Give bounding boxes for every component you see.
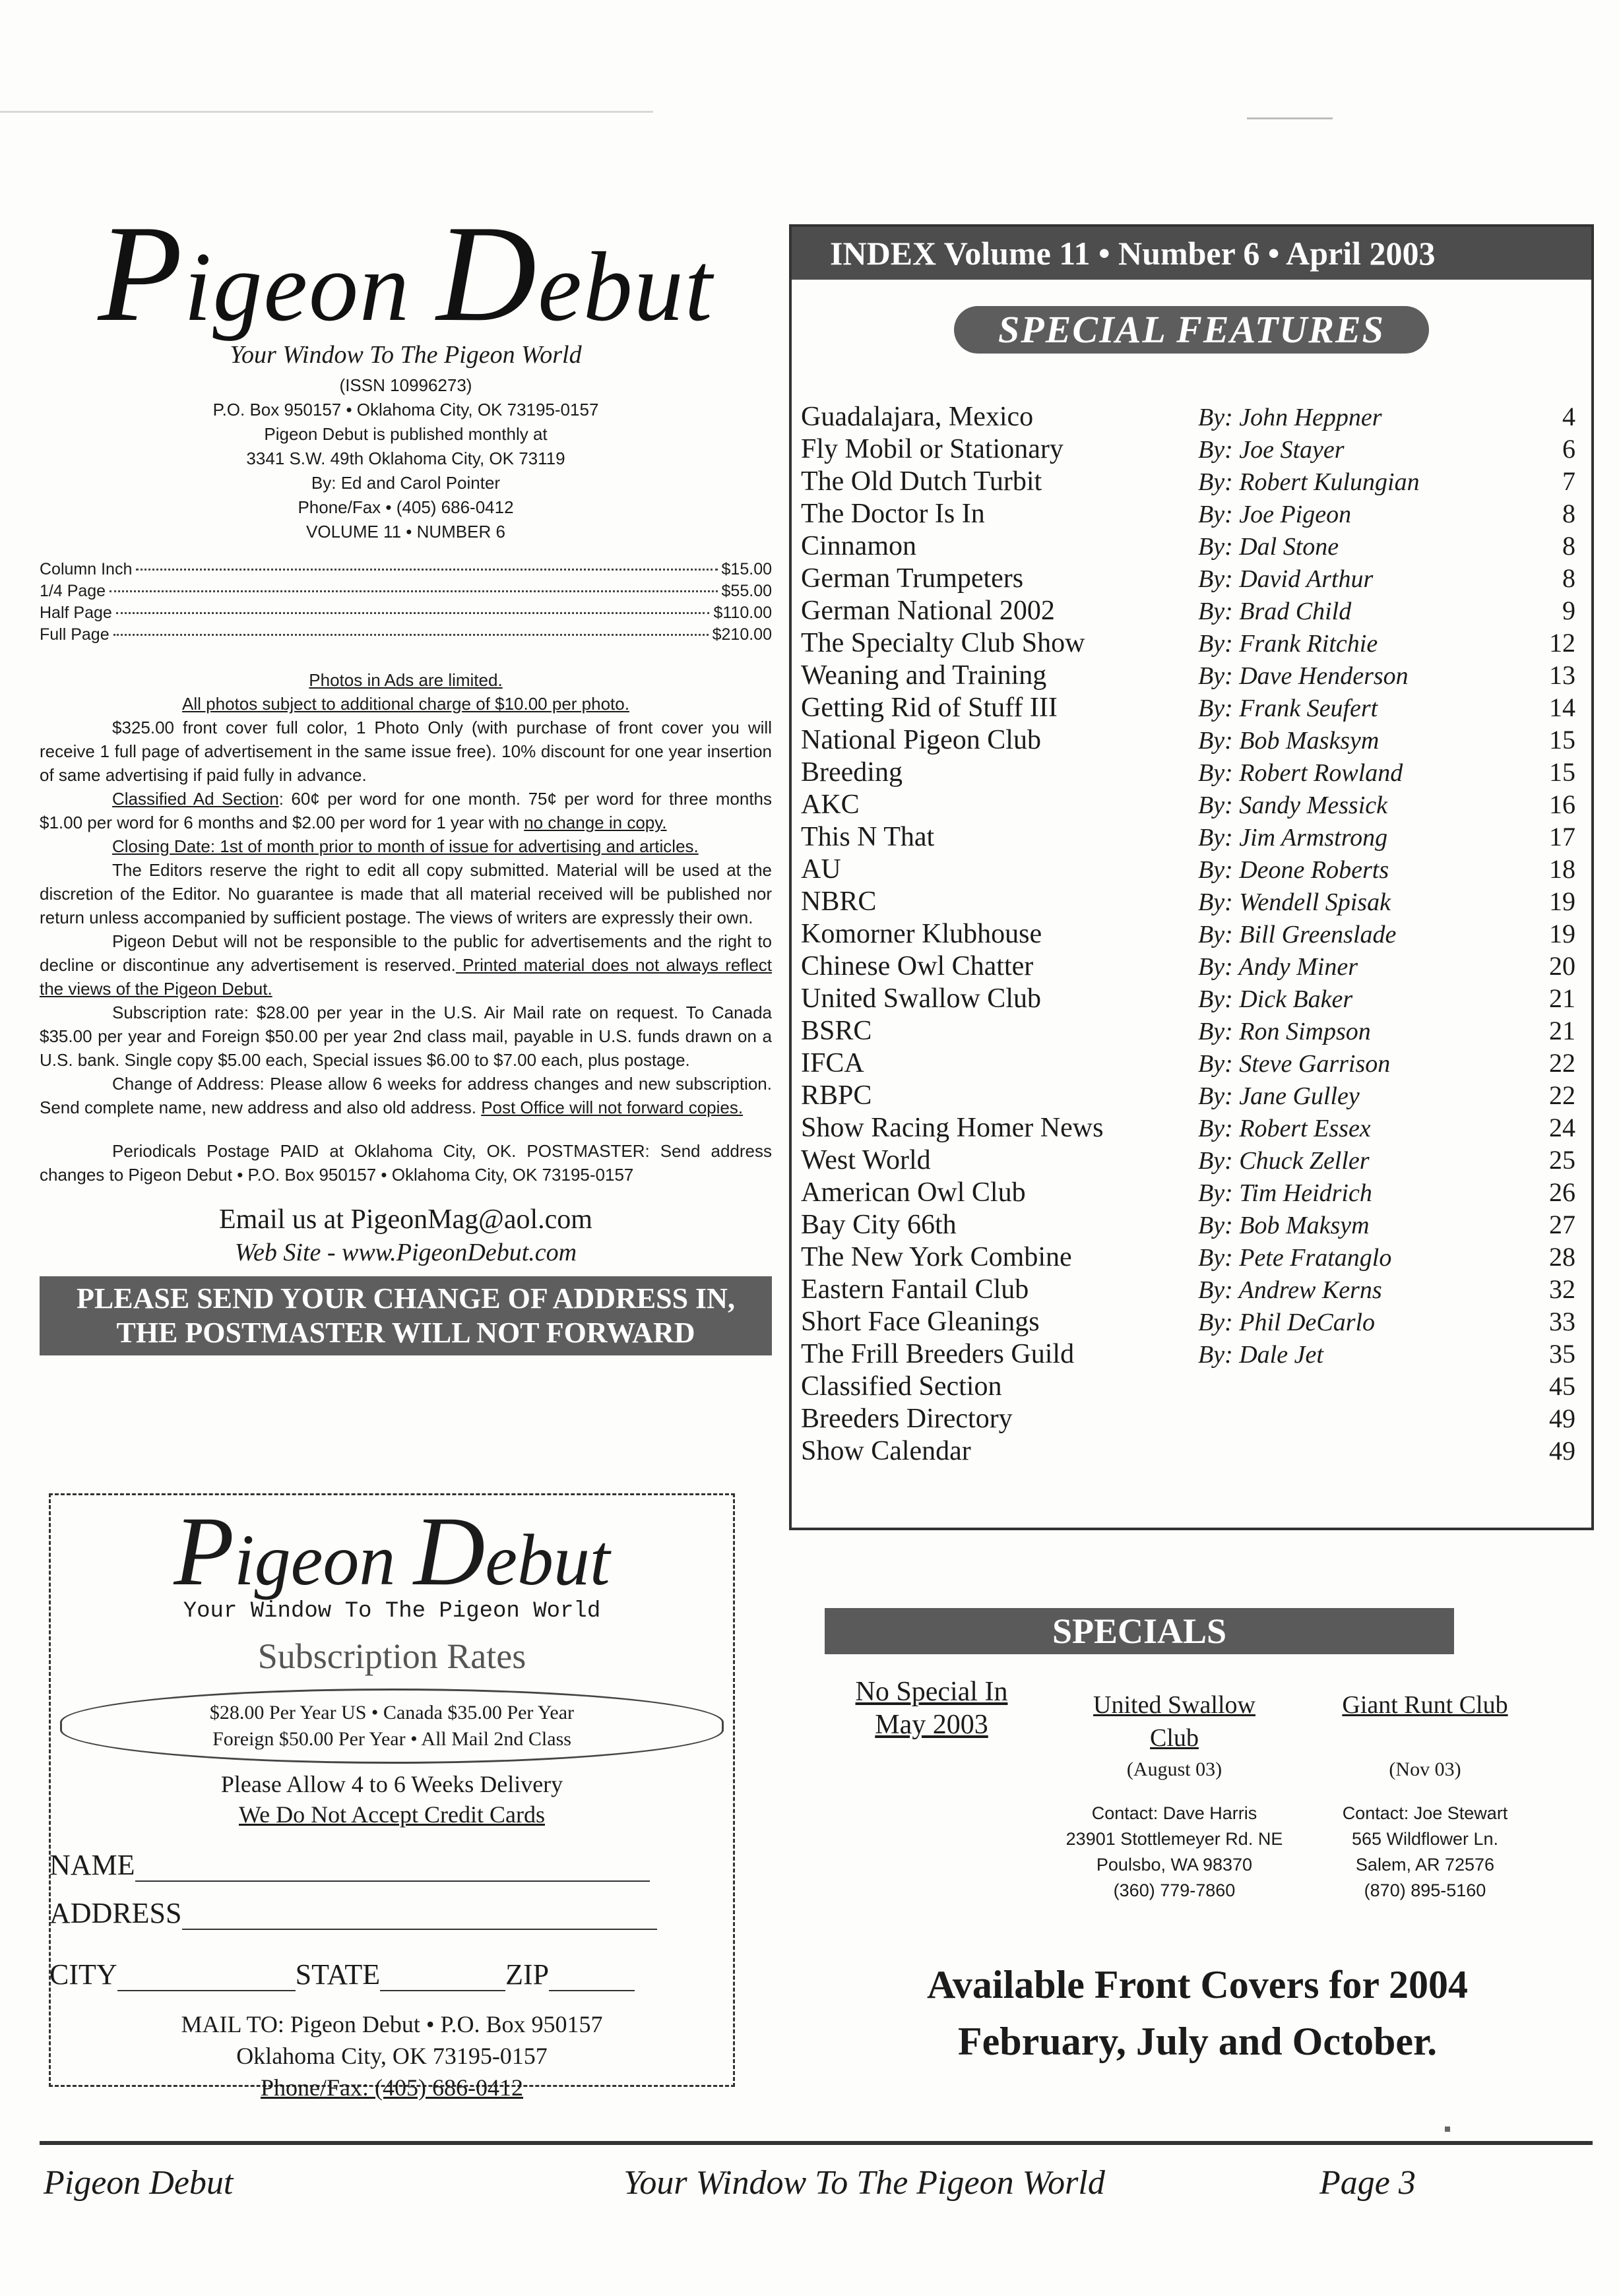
toc-page-number: 27 [1549,1210,1575,1239]
toc-title: This N That [801,822,935,852]
toc-title: German National 2002 [801,596,1055,626]
toc-page-number: 22 [1549,1080,1575,1110]
club-name [1300,1722,1550,1754]
toc-page-number: 8 [1562,499,1575,528]
toc-title: The Specialty Club Show [801,628,1085,658]
toc-page-number: 26 [1549,1177,1575,1207]
ad-rates-list [40,559,772,646]
info-line: P.O. Box 950157 • Oklahoma City, OK 73195-0157 [212,400,599,419]
classified-tail: no change in copy. [524,813,667,832]
special-club-card [1300,1689,1550,1904]
toc-title: Short Face Gleanings [801,1307,1040,1337]
toc-row [801,724,1591,757]
delivery-note: Please Allow 4 to 6 Weeks Delivery [220,1771,563,1797]
toc-author: By: Dale Jet [1198,1341,1323,1369]
rate-price: $55.00 [721,582,772,600]
toc-row [801,1338,1591,1371]
toc-page-number: 18 [1549,854,1575,884]
info-line: 3341 S.W. 49th Oklahoma City, OK 73119 [246,449,565,468]
info-line: By: Ed and Carol Pointer [311,473,501,493]
coupon-logo [51,1497,733,1606]
toc-page-number: 45 [1549,1371,1575,1401]
state-field[interactable] [380,1968,505,1991]
coupon-rate-line: $28.00 Per Year US • Canada $35.00 Per Year [209,1702,575,1723]
footer-page-number: Page 3 [1319,2164,1416,2202]
toc-row [801,433,1591,466]
toc-title: The Frill Breeders Guild [801,1339,1075,1369]
logo-word-ebut: ebut [538,232,714,342]
toc-row [801,918,1591,950]
editors-paragraph: The Editors reserve the right to edit all copy submitted. Material will be used at the discretion of the Editor. No guarantee is made that all material received will be published nor return unless accompanied by sufficient postage. The views of writers are expressly their own. [40,860,772,927]
toc-page-number: 24 [1549,1113,1575,1142]
contact-line: Contact: Dave Harris [1091,1803,1257,1823]
toc-author: By: Joe Pigeon [1198,501,1352,528]
toc-page-number: 49 [1549,1436,1575,1466]
footer-publication-name: Pigeon Debut [44,2164,234,2202]
toc-page-number: 12 [1549,628,1575,658]
no-special-line: May 2003 [875,1710,988,1740]
toc-row [801,1015,1591,1047]
toc-row [801,1144,1591,1177]
toc-author: By: Frank Ritchie [1198,630,1378,658]
specials-grid [825,1654,1570,1918]
toc-author: By: Wendell Spisak [1198,888,1391,916]
logo-letter-d: D [413,1497,486,1606]
credit-card-note: We Do Not Accept Credit Cards [239,1801,545,1828]
toc-row [801,563,1591,595]
ad-rate-row [40,580,772,602]
change-address-tail: Post Office will not forward copies. [481,1098,744,1117]
city-label: CITY [49,1958,117,1991]
rate-price: $210.00 [712,625,772,644]
zip-field[interactable] [549,1968,635,1991]
change-address-text: Change of Address: Please allow 6 weeks for address changes and new subscription. Send complete name, new address and also old address. [40,1074,772,1117]
city-state-zip-row [49,1958,733,1991]
toc-page-number: 15 [1549,725,1575,755]
ad-rate-row [40,624,772,646]
photos-limited-note: Photos in Ads are limited. [309,670,503,690]
subscription-coupon [49,1493,735,2101]
toc-page-number: 21 [1549,983,1575,1013]
toc-author: By: John Heppner [1198,404,1382,431]
change-address-paragraph [40,1072,772,1119]
periodicals-paragraph: Periodicals Postage PAID at Oklahoma City, OK. POSTMASTER: Send address changes to Pigeon Debut • P.O. Box 950157 • Oklahoma City, OK 73195-0157 [40,1141,772,1185]
contact-line: (360) 779-7860 [1113,1880,1236,1900]
mail-to-block [51,2008,733,2103]
toc-page-number: 8 [1562,563,1575,593]
toc-page-number: 6 [1562,434,1575,464]
masthead-logo [40,197,772,350]
club-name: Giant Runt Club [1342,1691,1508,1719]
logo-letter-p: P [174,1497,235,1606]
toc-title: The New York Combine [801,1242,1072,1272]
toc-row [801,757,1591,789]
toc-author: By: Frank Seufert [1198,695,1378,722]
toc-author: By: Brad Child [1198,598,1352,625]
scan-artifact-line [0,111,653,113]
toc-title: BSRC [801,1016,872,1046]
toc-author: By: Bill Greenslade [1198,921,1397,948]
ad-rate-row [40,559,772,580]
toc-row [801,1403,1591,1435]
ad-rate-row [40,602,772,624]
mail-line: Phone/Fax: (405) 686-0412 [261,2074,523,2101]
toc-title: The Doctor Is In [801,499,985,529]
ad-policy-text [40,668,772,1187]
toc-title: Komorner Klubhouse [801,919,1042,949]
toc-row [801,1047,1591,1080]
leader-dots [116,612,710,614]
club-name: Club [1150,1724,1199,1752]
coupon-rates-oval [60,1689,724,1764]
toc-row [801,498,1591,530]
toc-row [801,1177,1591,1209]
toc-author: By: David Arthur [1198,565,1374,593]
toc-row [801,595,1591,627]
toc-author: By: Robert Rowland [1198,759,1403,787]
name-field-row [49,1848,733,1882]
toc-page-number: 9 [1562,596,1575,625]
rate-label: 1/4 Page [40,582,106,600]
toc-row [801,1241,1591,1274]
toc-row [801,853,1591,886]
toc-page-number: 13 [1549,660,1575,690]
toc-author: By: Dal Stone [1198,533,1339,561]
toc-row [801,950,1591,983]
toc-title: Weaning and Training [801,660,1047,691]
toc-page-number: 35 [1549,1339,1575,1369]
toc-title: National Pigeon Club [801,725,1041,755]
toc-row [801,627,1591,660]
photos-charge-note: All photos subject to additional charge of $10.00 per photo. [182,694,629,714]
info-line: (ISSN 10996273) [339,375,472,395]
club-contact [1056,1801,1293,1904]
toc-title: NBRC [801,886,877,917]
footer-tagline: Your Window To The Pigeon World [623,2164,1105,2202]
address-field[interactable] [182,1906,657,1930]
front-cover-paragraph: $325.00 front cover full color, 1 Photo Only (with purchase of front cover you will receive 1 full page of advertisement in the same issue free). 10% discount for one year insertion of same advertising if paid fully in advance. [40,718,772,785]
toc-page-number: 15 [1549,757,1575,787]
logo-word-igeon: igeon [234,1520,414,1600]
toc-row [801,1209,1591,1241]
toc-row [801,1306,1591,1338]
toc-title: Bay City 66th [801,1210,957,1240]
toc-title: Classified Section [801,1371,1002,1402]
info-line: Pigeon Debut is published monthly at [264,424,548,444]
logo-letter-p: P [98,197,184,350]
email-line: Email us at PigeonMag@aol.com [219,1204,592,1235]
toc-title: West World [801,1145,931,1175]
toc-author: By: Tim Heidrich [1198,1179,1372,1207]
toc-title: IFCA [801,1048,864,1078]
toc-title: AKC [801,790,860,820]
toc-author: By: Andy Miner [1198,953,1358,981]
toc-author: By: Dick Baker [1198,985,1353,1013]
toc-author: By: Sandy Messick [1198,791,1387,819]
mail-line: Oklahoma City, OK 73195-0157 [236,2043,548,2069]
toc-page-number: 33 [1549,1307,1575,1336]
info-line: Phone/Fax • (405) 686-0412 [298,497,514,517]
coupon-title: Subscription Rates [257,1636,526,1676]
toc-page-number: 20 [1549,951,1575,981]
specials-header: SPECIALS [825,1608,1454,1654]
toc-row [801,530,1591,563]
scan-artifact-dot [1445,2126,1450,2132]
footer-rule [40,2141,1593,2145]
info-line: VOLUME 11 • NUMBER 6 [306,522,505,542]
toc-title: Fly Mobil or Stationary [801,434,1063,464]
toc-page-number: 19 [1549,919,1575,948]
toc-row [801,983,1591,1015]
logo-letter-d: D [436,197,538,350]
classified-text: : 60¢ per word for one month. 75¢ per word for three months $1.00 per word for 6 months and $2.00 per word for 1 year with [40,789,772,832]
toc-row [801,1274,1591,1306]
toc-title: Getting Rid of Stuff III [801,693,1058,723]
toc-title: Eastern Fantail Club [801,1274,1029,1305]
mail-line: MAIL TO: Pigeon Debut • P.O. Box 950157 [181,2011,603,2037]
subscription-paragraph: Subscription rate: $28.00 per year in the U.S. Air Mail rate on request. To Canada $35.00 per year and Foreign $50.00 per year 2nd class mail, payable in U.S. funds drawn on a U.S. bank. Single copy $5.00 each, Special issues $6.00 to $7.00 each, plus postage. [40,1003,772,1070]
contact-line: 23901 Stottlemeyer Rd. NE [1065,1829,1283,1849]
logo-word-ebut: ebut [485,1520,610,1600]
toc-row [801,692,1591,724]
rate-price: $15.00 [721,560,772,578]
toc-row [801,821,1591,853]
banner-line: PLEASE SEND YOUR CHANGE OF ADDRESS IN, [77,1282,735,1315]
toc-title: United Swallow Club [801,983,1041,1014]
name-field[interactable] [135,1858,650,1882]
leader-dots [113,634,709,636]
special-club-card [1056,1689,1293,1904]
toc-row [801,789,1591,821]
toc-author: By: Robert Essex [1198,1115,1371,1142]
toc-author: By: Pete Fratanglo [1198,1244,1392,1272]
publication-info [40,373,772,544]
leader-dots [136,569,717,571]
toc-page-number: 22 [1549,1048,1575,1078]
closing-paragraph [40,834,772,858]
toc-row [801,886,1591,918]
coupon-rate-line: Foreign $50.00 Per Year • All Mail 2nd Class [212,1728,571,1750]
toc-author: By: Chuck Zeller [1198,1147,1370,1175]
banner-line: THE POSTMASTER WILL NOT FORWARD [116,1317,695,1349]
available-covers-note [825,1956,1570,2070]
toc-author: By: Bob Masksym [1198,727,1380,755]
club-name: United Swallow [1093,1691,1255,1719]
toc-page-number: 49 [1549,1404,1575,1433]
rate-price: $110.00 [713,604,772,622]
contact-line: Poulsbo, WA 98370 [1096,1855,1253,1875]
address-change-banner [40,1276,772,1355]
scan-artifact-mark [1247,117,1333,119]
toc-title: Show Racing Homer News [801,1113,1104,1143]
toc-author: By: Bob Maksym [1198,1212,1370,1239]
city-field[interactable] [117,1968,296,1991]
rate-label: Full Page [40,625,110,644]
no-special-line: No Special In [855,1677,1008,1707]
specials-section [825,1608,1570,1918]
toc-author: By: Phil DeCarlo [1198,1309,1376,1336]
toc-row [801,1112,1591,1144]
toc-row [801,466,1591,498]
toc-title: German Trumpeters [801,563,1024,594]
toc-title: The Old Dutch Turbit [801,466,1042,497]
coupon-tagline: Your Window To The Pigeon World [183,1599,601,1624]
index-box [789,224,1594,1530]
state-label: STATE [295,1958,381,1991]
toc-row [801,1435,1591,1468]
toc-page-number: 16 [1549,790,1575,819]
toc-title: Cinnamon [801,531,916,561]
toc-page-number: 8 [1562,531,1575,561]
index-header: INDEX Volume 11 • Number 6 • April 2003 [792,227,1591,280]
toc-page-number: 7 [1562,466,1575,496]
toc-author: By: Jim Armstrong [1198,824,1388,852]
contact-line: (870) 895-5160 [1364,1880,1486,1900]
rate-label: Column Inch [40,560,133,578]
toc-title: Breeders Directory [801,1404,1013,1434]
logo-word-igeon: igeon [183,232,437,342]
contact-line: 565 Wildflower Ln. [1351,1829,1499,1849]
name-label: NAME [49,1849,135,1881]
leader-dots [110,590,717,592]
club-contact [1300,1801,1550,1904]
club-date: (August 03) [1126,1758,1222,1780]
address-field-row [49,1896,733,1930]
toc-page-number: 28 [1549,1242,1575,1272]
zip-label: ZIP [505,1958,550,1991]
toc-row [801,1371,1591,1403]
toc-page-number: 4 [1562,402,1575,431]
toc-title: Show Calendar [801,1436,971,1466]
toc-title: Chinese Owl Chatter [801,951,1034,981]
toc-author: By: Dave Henderson [1198,662,1409,690]
responsibility-text: Pigeon Debut will not be responsible to the public for advertisements and the right to decline or discontinue any advertisement is reserved. [40,931,772,975]
toc-author: By: Steve Garrison [1198,1050,1391,1078]
toc-row [801,660,1591,692]
left-column [40,197,772,1355]
responsibility-paragraph [40,929,772,1001]
toc-page-number: 17 [1549,822,1575,852]
no-special-note [833,1675,1031,1741]
toc-page-number: 21 [1549,1016,1575,1045]
toc-page-number: 32 [1549,1274,1575,1304]
table-of-contents [801,401,1591,1468]
contact-line: Contact: Joe Stewart [1342,1803,1508,1823]
closing-date-text: Closing Date: 1st of month prior to month of issue for advertising and articles. [112,836,699,856]
toc-author: By: Andrew Kerns [1198,1276,1382,1304]
toc-title: Breeding [801,757,903,788]
toc-author: By: Deone Roberts [1198,856,1389,884]
responsibility-tail: Printed material does not always reflect the views of the Pigeon Debut. [40,955,772,999]
toc-page-number: 14 [1549,693,1575,722]
club-date: (Nov 03) [1389,1758,1461,1780]
covers-line: Available Front Covers for 2004 [927,1963,1468,2006]
toc-row [801,401,1591,433]
toc-title: American Owl Club [801,1177,1026,1208]
address-label: ADDRESS [49,1897,182,1929]
masthead-tagline: Your Window To The Pigeon World [230,341,582,369]
covers-line: February, July and October. [957,2020,1438,2063]
toc-author: By: Joe Stayer [1198,436,1345,464]
toc-author: By: Robert Kulungian [1198,468,1420,496]
toc-title: AU [801,854,841,884]
contact-line: Salem, AR 72576 [1355,1855,1495,1875]
special-features-pill: SPECIAL FEATURES [954,306,1429,354]
toc-title: RBPC [801,1080,872,1111]
toc-author: By: Ron Simpson [1198,1018,1371,1045]
toc-author: By: Jane Gulley [1198,1082,1360,1110]
toc-title: Guadalajara, Mexico [801,402,1034,432]
toc-page-number: 25 [1549,1145,1575,1175]
classified-label: Classified Ad Section [112,789,279,809]
toc-page-number: 19 [1549,886,1575,916]
toc-row [801,1080,1591,1112]
website-line: Web Site - www.PigeonDebut.com [234,1239,577,1266]
rate-label: Half Page [40,604,112,622]
classified-paragraph [40,787,772,834]
